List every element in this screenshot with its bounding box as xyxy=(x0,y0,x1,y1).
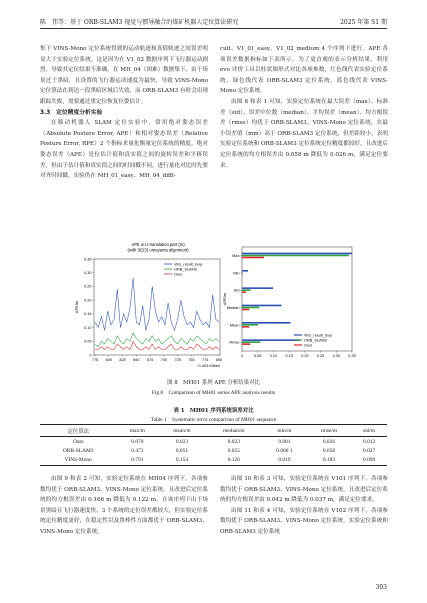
header-title: 陈 伟等：基于 ORB-SLAM3 视觉与惯导融合的煤矿机器人定位算法研究 xyxy=(40,19,239,26)
left-column-top xyxy=(40,44,208,182)
table-caption-en: Table 1 Systematic error comparison of MH01 sequence xyxy=(150,417,277,423)
figure-caption-en: Fig.8 Comparison of MH01 series APE analysis results xyxy=(151,390,276,396)
table-cell: 0.154 xyxy=(175,457,189,464)
x-tick-label: 650 xyxy=(133,358,140,362)
x-tick-label: 0.30 xyxy=(332,354,340,358)
y-tick-label: 0.15 xyxy=(84,312,92,317)
category-label: Max xyxy=(232,252,240,258)
section-heading: 3.3 定位精度分析实验 xyxy=(40,109,103,116)
x-tick-label: 0.35 xyxy=(348,354,356,358)
table-header-row xyxy=(40,425,387,437)
legend-label: Ours xyxy=(174,272,183,277)
x-tick-label: 750 xyxy=(188,358,195,362)
series-line-orb-slam3 xyxy=(95,333,219,347)
category-label: Min xyxy=(233,270,240,276)
paragraph: cult、V1_01_easy、V1_02_medium 4 个序列下进行。APE 各项误差数据指标如下表所示。为了更直观的表示分析结果，利用 evo 评价工具以柱状图形式对比各项参数，红色线代表实验定位系统，绿色线代表 ORB-SLAM3 定位系统，蓝色线代表 VINS-Mono 定位系统。 xyxy=(220,46,388,95)
y-tick-label: 0.25 xyxy=(84,284,92,289)
plot-frame xyxy=(94,259,220,355)
ape-bar-chart xyxy=(222,239,358,372)
category-label: Rmse xyxy=(229,339,240,345)
bar-vins-result-loop-min xyxy=(242,270,248,272)
table-header-cell: min/m xyxy=(277,427,292,434)
bar-ours-median xyxy=(242,309,249,311)
table-header-cell: 定位算法 xyxy=(67,428,89,435)
paragraph: 由图 10 和表 3 可知，实验定位系统在 V101 序列下，各项参数均优于 ORB-SLAM3、VINS-Mono 定位系统，且改进后定位系统的均方根误差由 0.042 m 降低为 0.037 m，满足定位要求。 xyxy=(220,476,388,504)
paragraph: 由图 11 和表 4 可知，实验定位系统在 V102 序列下，各项参数均优于 ORB-SLAM3、VINS-Mono 定位系统，实验定位系统和 ORB-SLAM3 定位系统 xyxy=(220,507,388,535)
x-tick-label: 0.15 xyxy=(285,354,293,358)
x-tick-label: 0.20 xyxy=(301,354,309,358)
legend-label: ORB_SLAM3 xyxy=(174,267,197,272)
paragraph: 由图 8 和表 1 可知，实验定位系统在最大误差（max）、标准差（std）、误差中位数（median）、平均误差（mean）、均方根误差（rmse）均优于 ORB-SLAM3、VINS-Mono 定位系统，在最小误差值（mm）高于 ORB-SLAM3 定位系统，但差距较小，表明实验定位系统和 ORB-SLAM3 定位系统定位精度都较好，且改进后定位系统的均方根误差由 0.058 m 降低为 0.026 m，满足定位要求。 xyxy=(220,98,388,169)
left-column-bottom xyxy=(40,474,208,538)
bar-orb-slam3-mean xyxy=(242,324,258,326)
y-tick-label: 0.10 xyxy=(84,325,92,330)
x-tick-label: 0.10 xyxy=(269,354,278,358)
x-offset-label: +1.403 636e9 xyxy=(196,364,220,368)
table-header-cell: median/m xyxy=(223,427,245,434)
table-cell: 0.019 xyxy=(278,457,291,464)
running-header xyxy=(40,14,387,29)
paragraph: 由图 9 和表 2 可知，实验定位系统在 MH04 序列下，各项参数均优于 ORB-SLAM3、VINS-Mono 定位系统，且改进后定位系统的均方根误差由 0.166 m 降低为 0.122 m。在该序列下由于场景黑暗且飞行器速度快，3 个系统的定位误差都较大，但实验定位系统定位精度更好，在稳定性以及鲁棒性方面都优于 ORB-SLAM3、VINS-Mono 定位系统。 xyxy=(40,476,208,535)
bar-vins-result-loop-median xyxy=(242,305,282,307)
figure-caption-cn: 图 8 MH01 系列 APE 分析结果对比 xyxy=(167,380,260,386)
table-cell: 0.126 xyxy=(227,457,240,464)
x-tick-label: 0.25 xyxy=(316,354,325,358)
table-header-cell: max/m xyxy=(129,427,145,434)
table-header-cell: rmse/m xyxy=(320,427,338,434)
table-cell: 0.473 xyxy=(131,447,144,454)
y-tick-label: 0.05 xyxy=(84,339,92,344)
table-cell: VINS-Mono xyxy=(64,457,92,464)
bar-orb-slam3-std xyxy=(242,289,250,291)
series-line-vins-result-loop xyxy=(95,278,219,330)
bar-orb-slam3-rmse xyxy=(242,341,260,343)
table-header-cell: mean/m xyxy=(173,427,191,434)
table-cell: 0.000 1 xyxy=(276,447,293,454)
bar-vins-result-loop-max xyxy=(242,253,352,255)
x-tick-label: 0 xyxy=(240,354,244,358)
table-cell: 0.791 xyxy=(131,457,144,464)
table-cell: 0.051 xyxy=(175,447,189,454)
y-tick-label: 0 xyxy=(89,353,92,358)
bar-ours-min xyxy=(242,274,243,276)
x-tick-label: 600 xyxy=(105,358,112,362)
category-label: Median xyxy=(226,304,240,310)
y-tick-label: 0.30 xyxy=(84,271,92,276)
legend-label: Ours xyxy=(304,343,313,348)
x-tick-label: 825 xyxy=(119,358,126,362)
category-label: Mean xyxy=(229,322,240,328)
paragraph: 在移动机器人 SLAM 定位实验中，常用绝对姿态误差（Absolute Posture Error, APE）和相对姿态误差（Relative Posture Error, RPE）2 个指标来量化衡量定位系统的精度。绝对姿态误差（APE）是位估计值和真实值之间的旋转误差和平移误差，但由于估计值和真实值之间的时间戳不同，进行量化对比时先要对齐时间戳。实验仍在 MH_01_easy、MH_04_diffi- xyxy=(40,120,208,180)
right-column-top xyxy=(220,44,388,171)
table-cell: ORB-SLAM3 xyxy=(62,447,94,454)
bar-orb-slam3-max xyxy=(242,255,349,257)
x-tick-label: 675 xyxy=(146,358,154,362)
table-row xyxy=(40,456,387,466)
y-tick-label: 0.35 xyxy=(84,257,92,262)
y-axis-label: APE/m xyxy=(222,292,227,306)
paragraph: 集下 VINS-Mono 定位系统得到的运动轨迹和真值轨迹之间误差明显大于实验定位系统。这是因为在 V1_02 数据序列下飞行器运动剧烈，导致其定位结果不准确。在 MH_04（困难）数据集下，由于场景过于黑暗，且设置的飞行器运动速度为最快，导致 VINS-Mono 定位算法在到达一段黑暗区域后失效，而 ORB-SLAM3 有时会出现跟踪失败，需要通过重定位恢复位姿估计。 xyxy=(40,46,208,105)
x-tick-label: 0.05 xyxy=(254,354,262,358)
right-column-bottom xyxy=(220,474,388,538)
table-cell: 0.027 xyxy=(363,447,376,454)
x-tick-label: 775 xyxy=(91,358,99,362)
table-caption-cn: 表 1 MH01 序列系统误差对比 xyxy=(173,408,254,414)
x-tick-label: 800 xyxy=(215,358,223,362)
bar-ours-mean xyxy=(242,326,249,328)
series-line-ours xyxy=(95,341,219,349)
header-issue: 2025 年第 S1 期 xyxy=(340,19,387,26)
x-tick-label: 775 xyxy=(202,358,209,362)
x-tick-label: 725 xyxy=(174,358,181,362)
bar-orb-slam3-min xyxy=(242,272,243,274)
chart-title: APE w.r.t translation part (m) xyxy=(131,242,185,247)
bar-vins-result-loop-mean xyxy=(242,322,290,324)
y-axis-label: APE/m xyxy=(74,300,79,314)
table-cell: 0.099 xyxy=(363,457,376,464)
table-cell: 0.012 xyxy=(363,438,376,445)
error-table xyxy=(40,424,387,466)
table-row xyxy=(40,437,387,447)
category-label: Std xyxy=(233,287,240,293)
table-cell: 0.023 xyxy=(175,438,189,445)
table-cell: 0.023 xyxy=(227,438,240,445)
table-cell: 0.026 xyxy=(322,438,336,445)
bar-vins-result-loop-rmse xyxy=(242,339,300,341)
table-cell: 0.058 xyxy=(322,447,336,454)
ape-line-chart xyxy=(72,239,226,372)
table-cell: 0.055 xyxy=(227,447,240,454)
table-row xyxy=(40,446,387,455)
table-cell: 0.070 xyxy=(131,438,144,445)
page-number: 303 xyxy=(375,584,387,591)
table-cell: Ours xyxy=(72,438,84,445)
table-cell: 0.183 xyxy=(322,457,336,464)
bar-vins-result-loop-std xyxy=(242,287,273,289)
bar-ours-max xyxy=(242,257,264,259)
legend-label: Vins_result_loop xyxy=(174,262,203,267)
legend-label: ORB_SLAM3 xyxy=(304,338,327,343)
bar-ours-rmse xyxy=(242,343,250,345)
bar-orb-slam3-median xyxy=(242,307,259,309)
table-cell: 0.001 xyxy=(278,438,291,445)
x-tick-label: 700 xyxy=(160,358,168,362)
bar-ours-std xyxy=(242,291,246,293)
chart-subtitle: (with SE(3) umeyama alignment) xyxy=(127,247,189,253)
table-header-cell: std/m xyxy=(363,427,376,434)
y-tick-label: 0.20 xyxy=(84,298,92,303)
legend-label: Vins_result_loop xyxy=(304,333,333,338)
